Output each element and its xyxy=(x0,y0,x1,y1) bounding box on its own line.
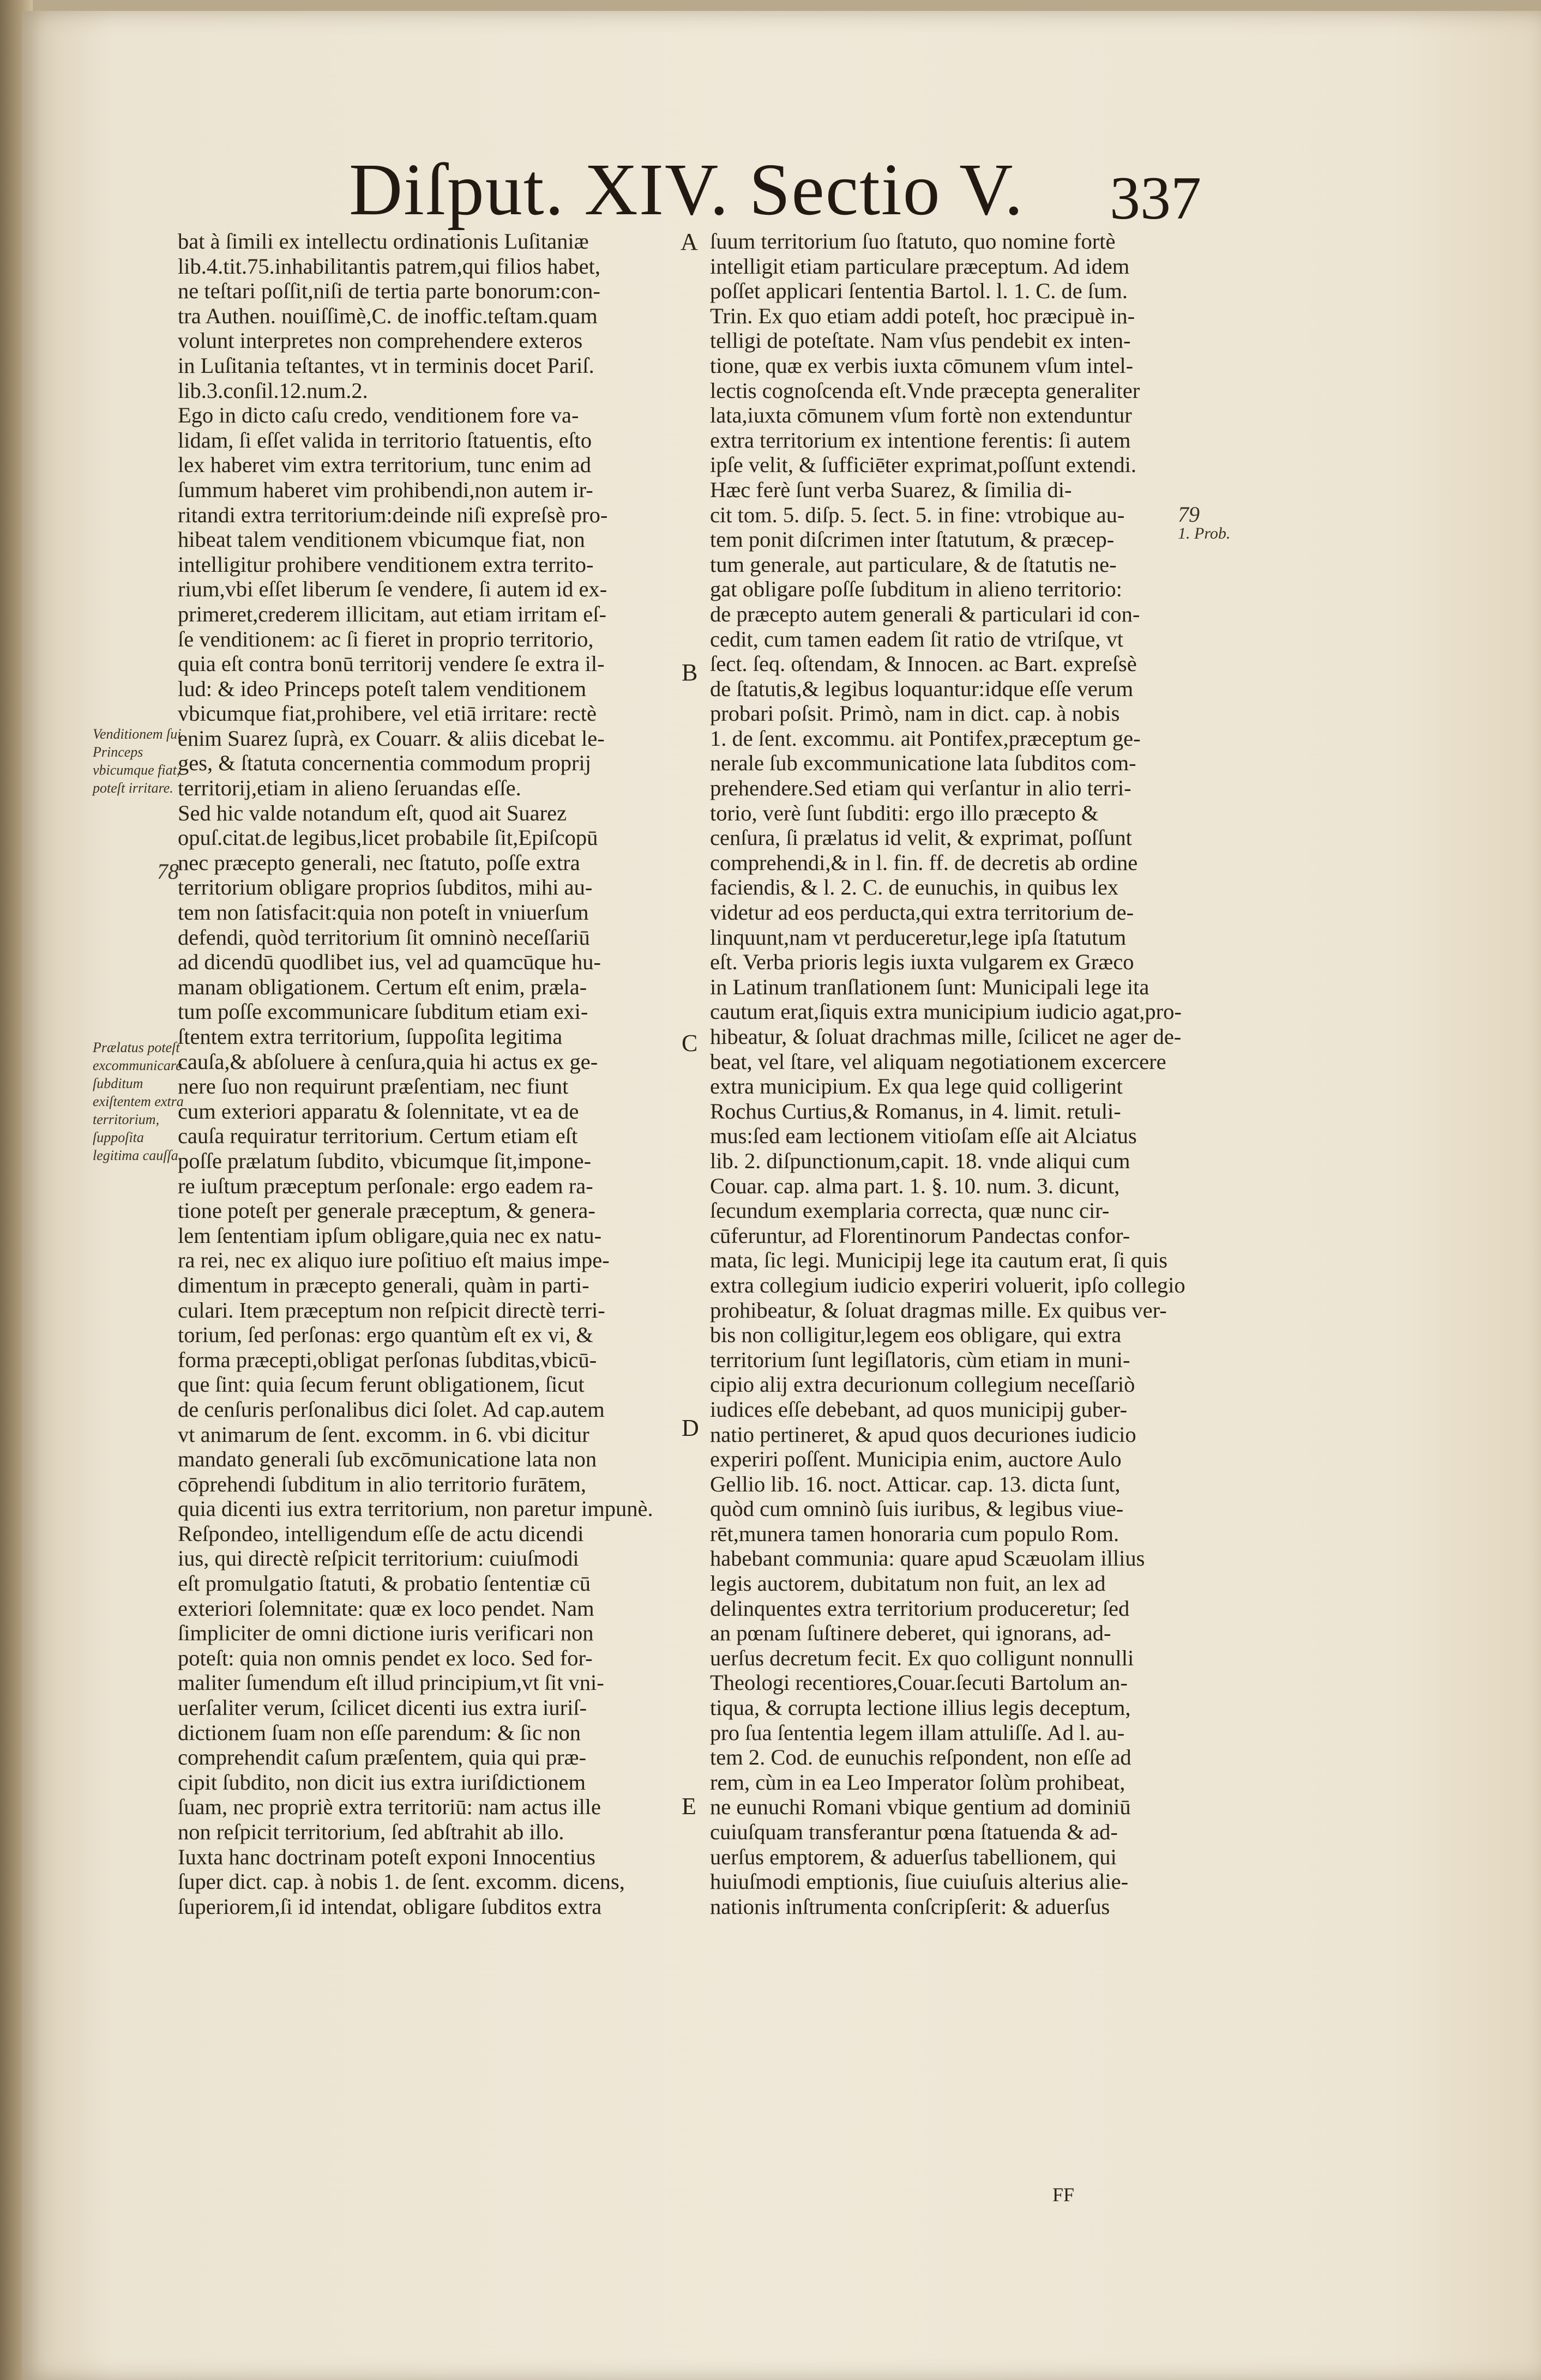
right-column-line: Gellio lib. 16. noct. Atticar. cap. 13. dicta ſunt, xyxy=(710,1471,1121,1496)
running-head-title: Diſput. XIV. Sectio V. xyxy=(349,149,1024,231)
left-column-line: territorium obligare proprios ſubditos, mihi au- xyxy=(178,875,593,900)
right-column-line: rēt,munera tamen honoraria cum populo Rom. xyxy=(710,1521,1119,1546)
right-column-line: hibeatur, & ſoluat drachmas mille, ſcilicet ne ager de- xyxy=(710,1024,1182,1049)
left-column-line: eſt promulgatio ſtatuti, & probatio ſententiæ cū xyxy=(178,1571,591,1596)
right-column-line: cipio alij extra decurionum collegium neceſſariò xyxy=(710,1372,1135,1397)
right-column-line: poſſet applicari ſententia Bartol. l. 1. C. de ſum. xyxy=(710,279,1128,304)
right-column-line: probari poſsit. Primò, nam in dict. cap. à nobis xyxy=(710,701,1120,726)
left-column-line: tione poteſt per generale præceptum, & genera- xyxy=(178,1198,595,1223)
left-column-line: lex haberet vim extra territorium, tunc enim ad xyxy=(178,452,591,478)
left-column-line: exteriori ſolemnitate: quæ ex loco pendet. Nam xyxy=(178,1596,594,1621)
paragraph-number-78: 78 xyxy=(157,859,179,884)
right-column-line: extra municipium. Ex qua lege quid colligerint xyxy=(710,1074,1123,1099)
left-column-line: cum exteriori apparatu & ſolennitate, vt ea de xyxy=(178,1098,579,1123)
left-column-line: tum poſſe excommunicare ſubditum etiam exi- xyxy=(178,999,588,1024)
right-column-line: quòd cum omninò ſuis iuribus, & legibus viue- xyxy=(710,1496,1124,1521)
marginal-reference-prob: 1. Prob. xyxy=(1178,524,1231,542)
right-column-line: tum generale, aut particulare, & de ſtatutis ne- xyxy=(710,552,1117,577)
left-column-line: cauſa,& abſoluere à cenſura,quia hi actus ex ge- xyxy=(178,1049,598,1074)
page-number: 337 xyxy=(1110,165,1201,232)
right-column-line: territorium ſunt legiſlatoris, cùm etiam in muni- xyxy=(710,1347,1130,1372)
left-column-line: ges, & ſtatuta concernentia commodum proprij xyxy=(178,751,592,776)
left-column-line: primeret,crederem illicitam, aut etiam irritam eſ- xyxy=(178,601,607,626)
left-column-line: ra rei, nec ex aliquo iure poſitiuo eſt maius impe- xyxy=(178,1248,610,1273)
left-column-line: culari. Item præceptum non reſpicit directè terri- xyxy=(178,1297,605,1322)
right-column-line: 1. de ſent. excommu. ait Pontifex,præceptum ge- xyxy=(710,726,1141,751)
printer-signature-mark: FF xyxy=(1052,2184,1075,2206)
right-column-line: torio, verè ſunt ſubditi: ergo illo præcepto & xyxy=(710,800,1099,825)
marginal-note-praelatus: Prælatus poteſt excommunicare ſubditum exiſtentem extra territorium, ſuppoſita legitima cauſſa. xyxy=(93,1040,184,1163)
right-column-line: lib. 2. diſpunctionum,capit. 18. vnde aliqui cum xyxy=(710,1148,1130,1173)
right-column-line: extra territorium ex intentione ferentis: ſi autem xyxy=(710,427,1131,452)
right-column-line: prohibeatur, & ſoluat dragmas mille. Ex quibus ver- xyxy=(710,1297,1167,1322)
left-column-line: ſuperiorem,ſi id intendat, obligare ſubditos extra xyxy=(178,1894,602,1919)
left-column-line: manam obligationem. Certum eſt enim, præla- xyxy=(178,974,587,999)
left-column-line: nere ſuo non requirunt præſentiam, nec fiunt xyxy=(178,1074,569,1099)
left-column-line: maliter ſumendum eſt illud principium,vt ſit vni- xyxy=(178,1670,604,1695)
left-column-line: in Luſitania teſtantes, vt in terminis docet Pariſ. xyxy=(178,353,594,378)
right-column-line: bis non colligitur,legem eos obligare, qui extra xyxy=(710,1322,1122,1348)
right-column-line: natio pertineret, & apud quos decuriones iudicio xyxy=(710,1422,1136,1447)
left-column-line: tem non ſatisfacit:quia non poteſt in vniuerſum xyxy=(178,900,589,925)
left-column-line: re iuſtum præceptum perſonale: ergo eadem ra- xyxy=(178,1173,593,1198)
right-column-line: habebant communia: quare apud Scæuolam illius xyxy=(710,1546,1145,1571)
right-column-line: ſuum territorium ſuo ſtatuto, quo nomine fortè xyxy=(710,229,1116,253)
left-column-line: mandato generali ſub excōmunicatione lata non xyxy=(178,1447,597,1472)
right-column-line: uerſus emptorem, & aduerſus tabellionem, qui xyxy=(710,1844,1117,1869)
right-column-line: comprehendi,& in l. fin. ff. de decretis ab ordine xyxy=(710,850,1138,875)
right-column-line: mus:ſed eam lectionem vitioſam eſſe ait Alciatus xyxy=(710,1123,1137,1149)
right-column-line: tiqua, & corrupta lectione illius legis deceptum, xyxy=(710,1695,1131,1720)
left-column-line: ſtentem extra territorium, ſuppoſita legitima xyxy=(178,1024,563,1049)
right-column-line: lectis cognoſcenda eſt.Vnde præcepta generaliter xyxy=(710,378,1140,403)
right-column-line: uerſus decretum fecit. Ex quo colligunt nonnulli xyxy=(710,1645,1134,1670)
left-column-line: vt animarum de ſent. excomm. in 6. vbi dicitur xyxy=(178,1422,589,1447)
right-column-line: eſt. Verba prioris legis iuxta vulgarem ex Græco xyxy=(710,950,1134,975)
left-column-line: cōprehendi ſubditum in alio territorio furātem, xyxy=(178,1471,587,1496)
section-letter-b: B xyxy=(682,659,698,686)
right-column-line: ſecundum exemplaria correcta, quæ nunc cir- xyxy=(710,1198,1110,1223)
left-column-line: forma præcepti,obligat perſonas ſubditas,vbicū- xyxy=(178,1347,597,1372)
left-column-line: ſimpliciter de omni dictione iuris verificari non xyxy=(178,1621,594,1646)
right-column-line: faciendis, & l. 2. C. de eunuchis, in quibus lex xyxy=(710,875,1119,900)
right-column-line: tem ponit diſcrimen inter ſtatutum, & præcep- xyxy=(710,527,1115,552)
left-column-line: ſuam, nec propriè extra territoriū: nam actus ille xyxy=(178,1795,601,1820)
section-letter-e: E xyxy=(682,1793,696,1820)
left-column-line: Sed hic valde notandum eſt, quod ait Suarez xyxy=(178,800,567,825)
right-column-line: Theologi recentiores,Couar.ſecuti Bartolum an- xyxy=(710,1670,1128,1695)
left-column-line: de cenſuris perſonalibus dici ſolet. Ad cap.autem xyxy=(178,1397,605,1422)
left-column-line: nec præcepto generali, nec ſtatuto, poſſe extra xyxy=(178,850,580,875)
section-letter-c: C xyxy=(682,1030,698,1056)
left-column-line: opuſ.citat.de legibus,licet probabile ſit,Epiſcopū xyxy=(178,825,598,850)
left-column-line: tra Authen. nouiſſimè,C. de inoffic.teſtam.quam xyxy=(178,303,598,328)
left-column-line: cipit ſubdito, non dicit ius extra iuriſdictionem xyxy=(178,1769,586,1795)
right-column-line: cuiuſquam transferantur pœna ſtatuenda & ad- xyxy=(710,1820,1118,1844)
left-column-line: vbicumque fiat,prohibere, vel etiā irritare: rectè xyxy=(178,701,597,726)
left-column-line: lud: & ideo Princeps poteſt talem venditionem xyxy=(178,676,587,701)
right-column-line: lata,iuxta cōmunem vſum fortè non extenduntur xyxy=(710,403,1132,428)
section-letter-a: A xyxy=(681,228,698,255)
left-column-line: defendi, quòd territorium ſit omninò neceſſariū xyxy=(178,925,590,950)
right-column-line: tione, quæ ex verbis iuxta cōmunem vſum intel- xyxy=(710,353,1134,378)
left-column-line: Iuxta hanc doctrinam poteſt exponi Innocentius xyxy=(178,1844,595,1869)
right-column-line: rem, cùm in ea Leo Imperator ſolùm prohibeat, xyxy=(710,1769,1125,1795)
right-column-line: delinquentes extra territorium produceretur; ſed xyxy=(710,1596,1130,1621)
left-column-line: ſummum haberet vim prohibendi,non autem ir- xyxy=(178,477,593,502)
right-column-line: intelligit etiam particulare præceptum. Ad idem xyxy=(710,253,1130,279)
left-column-line: ritandi extra territorium:deinde niſi expreſsè pro- xyxy=(178,502,608,527)
right-column-line: linquunt,nam vt perduceretur,lege ipſa ſtatutum xyxy=(710,925,1127,950)
right-column-line: de ſtatutis,& legibus loquantur:idque eſſe verum xyxy=(710,676,1134,701)
right-column-line: telligi de poteſtate. Nam vſus pendebit ex inten- xyxy=(710,328,1131,353)
right-column-line: cūferuntur, ad Florentinorum Pandectas confor- xyxy=(710,1223,1130,1248)
right-column-line: de præcepto autem generali & particulari id con- xyxy=(710,601,1140,626)
left-column-line: lib.4.tit.75.inhabilitantis patrem,qui filios habet, xyxy=(178,253,601,279)
left-column-line: rium,vbi eſſet liberum ſe vendere, ſi autem id ex- xyxy=(178,577,607,602)
right-column-line: nerale ſub excommunicatione lata ſubditos com- xyxy=(710,751,1136,776)
right-column-line: Hæc ferè ſunt verba Suarez, & ſimilia di- xyxy=(710,477,1072,502)
left-column-line: quia eſt contra bonū territorij vendere ſe extra il- xyxy=(178,651,605,676)
left-column-line: uerſaliter verum, ſcilicet dicenti ius extra iuriſ- xyxy=(178,1695,587,1720)
right-column-line: cautum erat,ſiquis extra municipium iudicio agat,pro- xyxy=(710,999,1182,1024)
left-column-line: que ſint: quia ſecum ferunt obligationem, ſicut xyxy=(178,1372,585,1397)
paragraph-number-79: 79 xyxy=(1178,502,1200,527)
right-column-line: cit tom. 5. diſp. 5. ſect. 5. in fine: vtrobique au- xyxy=(710,502,1125,527)
right-column-line: Couar. cap. alma part. 1. §. 10. num. 3. dicunt, xyxy=(710,1173,1120,1198)
left-column-line: lidam, ſi eſſet valida in territorio ſtatuentis, eſto xyxy=(178,427,592,452)
left-column-line: ne teſtari poſſit,niſi de tertia parte bonorum:con- xyxy=(178,279,600,304)
right-column-line: experiri poſſent. Municipia enim, auctore Aulo xyxy=(710,1447,1122,1472)
right-column-line: videtur ad eos perducta,qui extra territorium de- xyxy=(710,900,1134,925)
left-column-line: ius, qui directè reſpicit territorium: cuiuſmodi xyxy=(178,1546,579,1571)
right-column-line: mata, ſic legi. Municipij lege ita cautum erat, ſi quis xyxy=(710,1248,1168,1273)
left-column-line: torium, ſed perſonas: ergo quantùm eſt ex vi, & xyxy=(178,1322,593,1348)
left-column-line: poſſe prælatum ſubdito, vbicumque ſit,impone- xyxy=(178,1148,592,1173)
right-column-line: prehendere.Sed etiam qui verſantur in alio terri- xyxy=(710,776,1131,801)
right-column-line: tem 2. Cod. de eunuchis reſpondent, non eſſe ad xyxy=(710,1745,1131,1770)
right-text-column xyxy=(710,229,1228,2213)
left-column-line: intelligitur prohibere venditionem extra territo- xyxy=(178,552,594,577)
right-column-line: nationis inſtrumenta conſcripſerit: & aduerſus xyxy=(710,1894,1110,1919)
left-column-line: hibeat talem venditionem vbicumque fiat, non xyxy=(178,527,585,552)
left-column-line: enim Suarez ſuprà, ex Couarr. & aliis dicebat le- xyxy=(178,726,605,751)
right-column-line: Rochus Curtius,& Romanus, in 4. limit. retuli- xyxy=(710,1098,1121,1123)
right-column-line: gat obligare poſſe ſubditum in alieno territorio: xyxy=(710,577,1122,602)
left-column-line: Ego in dicto caſu credo, venditionem fore va- xyxy=(178,403,579,428)
left-column-line: quia dicenti ius extra territorium, non paretur impunè. xyxy=(178,1496,653,1521)
right-column-line: pro ſua ſententia legem illam attuliſſe. Ad l. au- xyxy=(710,1720,1125,1745)
section-letter-d: D xyxy=(682,1415,699,1441)
left-column-line: ad dicendū quodlibet ius, vel ad quamcūque hu- xyxy=(178,950,601,975)
left-column-line: territorij,etiam in alieno ſeruandas eſſe. xyxy=(178,776,521,801)
right-column-line: ne eunuchi Romani vbique gentium ad dominiū xyxy=(710,1795,1131,1820)
right-column-line: beat, vel ſtare, vel aliquam negotiationem excercere xyxy=(710,1049,1166,1074)
left-column-line: comprehendit caſum præſentem, quia qui præ- xyxy=(178,1745,587,1770)
left-column-line: cauſa requiratur territorium. Certum etiam eſt xyxy=(178,1123,578,1149)
right-column-line: extra collegium iudicio experiri voluerit, ipſo collegio xyxy=(710,1272,1185,1297)
marginal-note-venditionem: Venditionem ſui Princeps vbicumque fiat, poteſt irritare. xyxy=(93,726,182,796)
right-column-line: ſect. ſeq. oſtendam, & Innocen. ac Bart. expreſsè xyxy=(710,651,1137,676)
left-column-line: bat à ſimili ex intellectu ordinationis Luſitaniæ xyxy=(178,229,589,253)
right-column-line: in Latinum tranſlationem ſunt: Municipali lege ita xyxy=(710,974,1149,999)
left-column-line: ſuper dict. cap. à nobis 1. de ſent. excomm. dicens, xyxy=(178,1869,625,1894)
left-column-line: ſe venditionem: ac ſi fieret in proprio territorio, xyxy=(178,626,594,651)
left-column-line: non reſpicit territorium, ſed abſtrahit ab illo. xyxy=(178,1820,564,1844)
left-column-line: lem ſententiam ipſum obligare,quia nec ex natu- xyxy=(178,1223,602,1248)
left-column-line: Reſpondeo, intelligendum eſſe de actu dicendi xyxy=(178,1521,584,1546)
right-column-line: an pœnam ſuſtinere deberet, qui ignorans, ad- xyxy=(710,1621,1111,1646)
right-column-line: cedit, cum tamen eadem ſit ratio de vtriſque, vt xyxy=(710,626,1123,651)
right-column-line: cenſura, ſi prælatus id velit, & exprimat, poſſunt xyxy=(710,825,1132,850)
left-column-line: lib.3.conſil.12.num.2. xyxy=(178,378,368,403)
left-column-line: poteſt: quia non omnis pendet ex loco. Sed for- xyxy=(178,1645,593,1670)
left-text-column xyxy=(178,229,696,2213)
left-column-line: dimentum in præcepto generali, quàm in parti- xyxy=(178,1272,589,1297)
left-column-line: volunt interpretes non comprehendere exteros xyxy=(178,328,583,353)
right-column-line: huiuſmodi emptionis, ſiue cuiuſuis alterius alie- xyxy=(710,1869,1129,1894)
left-column-line: dictionem ſuam non eſſe parendum: & ſic non xyxy=(178,1720,581,1745)
right-column-line: ipſe velit, & ſufficiēter exprimat,poſſunt extendi. xyxy=(710,452,1137,478)
right-column-line: legis auctorem, dubitatum non fuit, an lex ad xyxy=(710,1571,1106,1596)
right-column-line: Trin. Ex quo etiam addi poteſt, hoc præcipuè in- xyxy=(710,303,1135,328)
right-column-line: iudices eſſe debebant, ad quos municipij guber- xyxy=(710,1397,1128,1422)
